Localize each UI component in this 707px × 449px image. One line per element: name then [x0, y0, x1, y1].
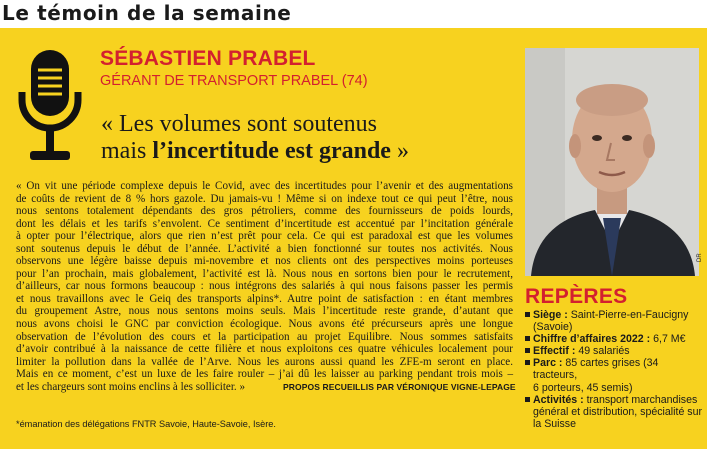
body-line: observons une légère baisse depuis mi-novembre et nos clients ont des perspectives moins porteuses: [16, 255, 513, 268]
repere-item: [525, 394, 705, 406]
reperes-title: REPÈRES: [525, 285, 628, 308]
microphone-icon: [16, 48, 84, 168]
quote-line-1: « Les volumes sont soutenus: [101, 111, 377, 137]
repere-value: 49 salariés: [575, 345, 630, 358]
body-line: d’ailleurs, car nous formons beaucoup : nous intégrons des salariés à qui nous faisons passer les permis: [16, 280, 513, 293]
repere-key: Effectif :: [533, 345, 576, 358]
body-line: et nous travaillons avec le Geiq des transports alpins*. Autre point de satisfaction : en étant membres: [16, 292, 513, 305]
repere-value-cont: 6 porteurs, 45 semis): [533, 381, 633, 394]
quote-line-2: [100, 138, 510, 165]
quote-close: »: [390, 138, 409, 164]
body-line: du groupement Astre, nous nous sentons moins seuls. Mais l’incertitude reste grande, d’autant que: [16, 305, 513, 318]
portrait-photo: [525, 48, 699, 276]
body-line: nous avons choisi le GNC par conviction écologique. Nous avons été précurseurs après une longue: [16, 318, 513, 331]
quote-plain: mais: [101, 138, 153, 164]
reperes-list: [525, 309, 705, 430]
repere-item: [525, 309, 705, 321]
body-line: dont les délais et les tarifs s’envolent. Ce sentiment d’incertitude est accentué par l’incitation générale: [16, 217, 513, 230]
section-heading: Le témoin de la semaine: [2, 1, 292, 25]
person-name: SÉBASTIEN PRABEL: [100, 47, 316, 70]
repere-value: 85 cartes grises (34 tracteurs,: [533, 357, 659, 382]
body-line: observation de l’évolution des cours et la participation au projet Equilibre. Nous sommes satisfaits: [16, 330, 513, 343]
repere-value: Saint-Pierre-en-Faucigny: [567, 309, 689, 321]
person-role: GÉRANT DE TRANSPORT PRABEL (74): [100, 73, 368, 89]
body-line: Mais en ce moment, c’est un luxe de les faire rouler – j’ai dû les laisser au parking pendant trois mois –: [16, 368, 513, 381]
repere-value: 6,7 M€: [650, 333, 686, 346]
repere-item: [525, 357, 705, 381]
repere-key: Siège :: [533, 309, 568, 321]
repere-item: [525, 333, 705, 345]
interview-body: [16, 180, 516, 393]
pull-quote: [100, 111, 510, 165]
repere-key: Chiffre d’affaires 2022 :: [533, 333, 651, 346]
body-line: nous sentons totalement dépendants des gros pétroliers, comme des fournisseurs de poids lourds,: [16, 205, 513, 218]
body-line-last: [16, 380, 516, 394]
repere-key: Activités :: [533, 393, 584, 406]
body-line: à opter pour l’électrique, alors que rien n’est prêt pour cela. Ce qui est paradoxal est que les volumes: [16, 230, 513, 243]
repere-value-cont: général et distribution, spécialité sur la Suisse: [533, 405, 703, 430]
repere-item: [525, 345, 705, 357]
body-line: « On vit une période complexe depuis le Covid, avec des incertitudes pour l’avenir et des augmentations: [16, 180, 513, 192]
body-line: et les chargeurs sont moins enclins à les solliciter. »: [16, 380, 246, 393]
repere-value-cont: (Savoie): [533, 321, 573, 334]
repere-key: Parc :: [533, 357, 563, 370]
repere-value: transport marchandises: [583, 393, 698, 406]
photo-credit: DR: [697, 253, 703, 262]
body-line: d’avoir contribué à la naissance de cette filière et nous exploitons ces quatre véhicules localement pour: [16, 343, 513, 356]
quote-emphasis: l’incertitude est grande: [152, 138, 391, 164]
byline-credit: PROPOS RECUEILLIS PAR VÉRONIQUE VIGNE-LEPAGE: [283, 381, 516, 392]
body-line: sont soutenus depuis le début de l’année. L’activité a bien fonctionné sur toutes nos activités. Nous: [16, 242, 513, 255]
body-line: pour l’an prochain, mais globalement, l’activité est là. Nous nous en sortons bien pour le recrutement,: [16, 267, 513, 280]
footnote: *émanation des délégations FNTR Savoie, Haute-Savoie, Isère.: [16, 419, 276, 429]
body-line: limiter la pollution dans la vallée de l’Arve. Nous les aurons aussi quand les ZFE-m seront en place.: [16, 355, 513, 368]
body-line: de coûts de revient de 8 % hors gazole. Du jamais-vu ! Même si on indexe tout ce qui peut l’être, nous: [16, 192, 513, 205]
